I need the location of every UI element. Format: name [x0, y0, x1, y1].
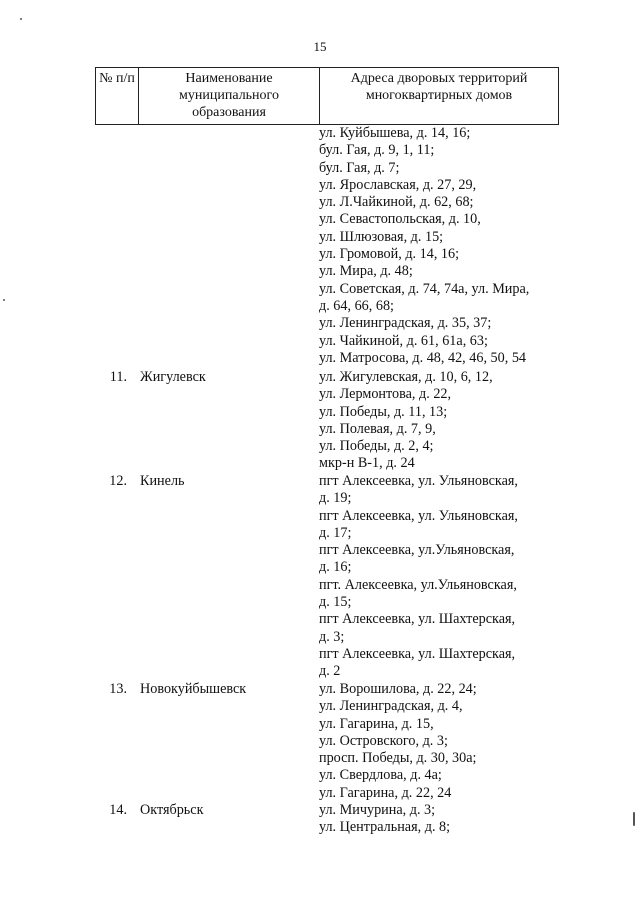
municipality-name: Жигулевск — [140, 369, 206, 385]
address-list — [319, 369, 551, 473]
address-line: пгт Алексеевка, ул. Ульяновская, — [319, 507, 518, 524]
address-line: мкр-н В-1, д. 24 — [319, 455, 415, 472]
header-municipality: Наименование муниципального образования — [139, 68, 320, 125]
address-line: д. 64, 66, 68; — [319, 297, 395, 314]
scan-speck — [633, 812, 635, 826]
address-line: ул. Победы, д. 11, 13; — [319, 403, 448, 420]
header-addresses: Адреса дворовых территорий многоквартирных домов — [320, 68, 559, 125]
municipality-name: Кинель — [140, 473, 185, 489]
address-line: бул. Гая, д. 7; — [319, 159, 400, 176]
address-line: просп. Победы, д. 30, 30а; — [319, 750, 477, 767]
address-line: д. 16; — [319, 559, 352, 576]
address-line: ул. Ворошилова, д. 22, 24; — [319, 681, 477, 697]
address-line: ул. Шлюзовая, д. 15; — [319, 228, 444, 245]
address-line: ул. Мира, д. 48; — [319, 263, 413, 280]
address-line: ул. Полевая, д. 7, 9, — [319, 420, 436, 437]
address-line: ул. Гагарина, д. 22, 24 — [319, 784, 452, 801]
scan-speck — [20, 18, 22, 20]
row-number: 11. — [109, 369, 127, 385]
row-number: 13. — [109, 681, 127, 697]
address-line: ул. Мичурина, д. 3; — [319, 802, 436, 818]
table-header — [95, 67, 559, 125]
address-line: ул. Победы, д. 2, 4; — [319, 438, 434, 455]
address-line: ул. Матросова, д. 48, 42, 46, 50, 54 — [319, 349, 527, 366]
address-line: ул. Лермонтова, д. 22, — [319, 386, 452, 403]
row-number: 14. — [109, 802, 127, 818]
address-line: ул. Чайкиной, д. 61, 61а, 63; — [319, 332, 488, 349]
header-number: № п/п — [96, 68, 139, 125]
address-line: ул. Ленинградская, д. 4, — [319, 698, 463, 715]
address-line: ул. Ярославская, д. 27, 29, — [319, 176, 477, 193]
address-line: д. 15; — [319, 594, 352, 611]
municipality-name: Новокуйбышевск — [140, 681, 247, 697]
address-line: бул. Гая, д. 9, 1, 11; — [319, 142, 435, 159]
address-line: д. 3; — [319, 628, 345, 645]
address-line: пгт Алексеевка, ул. Шахтерская, — [319, 645, 516, 662]
address-line: д. 19; — [319, 490, 352, 507]
address-line: пгт Алексеевка, ул.Ульяновская, — [319, 542, 515, 559]
address-line: д. 17; — [319, 524, 352, 541]
address-line: ул. Куйбышева, д. 14, 16; — [319, 125, 471, 141]
row-number: 12. — [109, 473, 127, 489]
scan-speck — [3, 299, 5, 301]
address-line: ул. Жигулевская, д. 10, 6, 12, — [319, 369, 493, 385]
address-line: ул. Ленинградская, д. 35, 37; — [319, 315, 492, 332]
address-line: д. 2 — [319, 663, 341, 680]
page-number: 15 — [313, 39, 327, 54]
address-line: пгт Алексеевка, ул. Шахтерская, — [319, 611, 516, 628]
address-list — [319, 802, 551, 837]
continued-address-list — [319, 125, 551, 367]
municipality-name: Октябрьск — [140, 802, 204, 818]
address-line: ул. Центральная, д. 8; — [319, 819, 451, 836]
address-line: пгт Алексеевка, ул. Ульяновская, — [319, 473, 518, 489]
address-line: ул. Гагарина, д. 15, — [319, 715, 434, 732]
address-line: ул. Советская, д. 74, 74а, ул. Мира, — [319, 280, 530, 297]
address-list — [319, 681, 551, 802]
address-line: ул. Островского, д. 3; — [319, 732, 448, 749]
address-line: ул. Свердлова, д. 4а; — [319, 767, 442, 784]
address-line: ул. Севастопольская, д. 10, — [319, 211, 481, 228]
address-line: ул. Громовой, д. 14, 16; — [319, 246, 460, 263]
address-list — [319, 473, 551, 681]
address-line: пгт. Алексеевка, ул.Ульяновская, — [319, 576, 517, 593]
address-line: ул. Л.Чайкиной, д. 62, 68; — [319, 194, 474, 211]
